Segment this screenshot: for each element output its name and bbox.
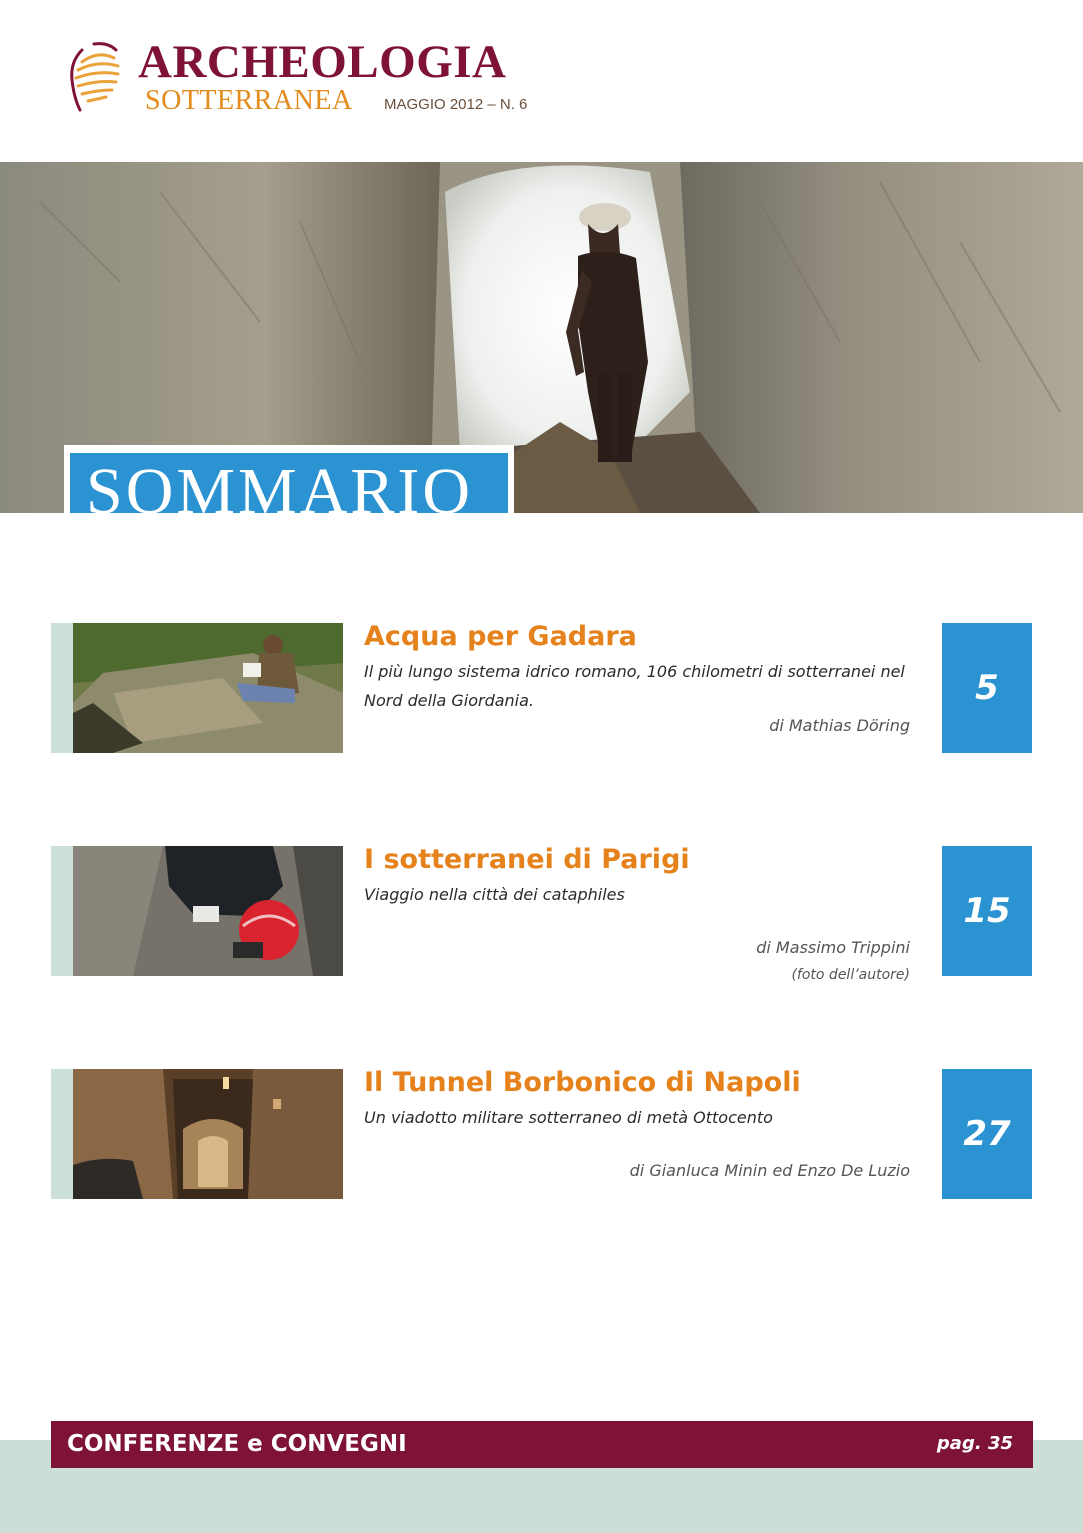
- article-author: di Mathias Döring: [769, 716, 910, 735]
- article-title: Il Tunnel Borbonico di Napoli: [364, 1067, 801, 1098]
- thumb-accent-bar: [51, 1069, 73, 1199]
- article-description: Un viadotto militare sotterraneo di metà Ottocento: [364, 1108, 773, 1127]
- article-description: Viaggio nella città dei cataphiles: [364, 885, 625, 904]
- article-photo-credit: (foto dell’autore): [791, 967, 910, 983]
- sommario-heading: SOMMARIO: [86, 455, 474, 513]
- sommario-heading-box: [64, 445, 514, 513]
- article-description: Il più lungo sistema idrico romano, 106 chilometri di sotterranei nel Nord della Giordania.: [364, 662, 905, 710]
- article-entry-parigi[interactable]: [51, 844, 1032, 983]
- article-title: I sotterranei di Parigi: [364, 844, 690, 875]
- page-number-badge: 27: [942, 1069, 1032, 1199]
- article-author: di Massimo Trippini: [756, 938, 910, 957]
- thumb-accent-bar: [51, 623, 73, 753]
- logo-amphora-icon: [64, 40, 126, 114]
- magazine-subtitle: SOTTERRANEA: [145, 85, 353, 116]
- article-title: Acqua per Gadara: [364, 621, 637, 652]
- page-number-badge: 5: [942, 623, 1032, 753]
- issue-date: MAGGIO 2012 – N. 6: [384, 96, 528, 113]
- footer-page-number: pag. 35: [936, 1433, 1013, 1454]
- article-author: di Gianluca Minin ed Enzo De Luzio: [629, 1161, 910, 1180]
- article-thumbnail-napoli: [73, 1069, 343, 1199]
- article-thumbnail-parigi: [73, 846, 343, 976]
- page-number-badge: 15: [942, 846, 1032, 976]
- thumb-accent-bar: [51, 846, 73, 976]
- footer-section-label: CONFERENZE e CONVEGNI: [67, 1431, 407, 1457]
- article-thumbnail-gadara: [73, 623, 343, 753]
- footer-section-link[interactable]: [51, 1421, 1033, 1468]
- magazine-title: ARCHEOLOGIA: [138, 36, 507, 88]
- article-entry-gadara[interactable]: [51, 623, 1032, 753]
- article-entry-napoli[interactable]: [51, 1069, 1032, 1199]
